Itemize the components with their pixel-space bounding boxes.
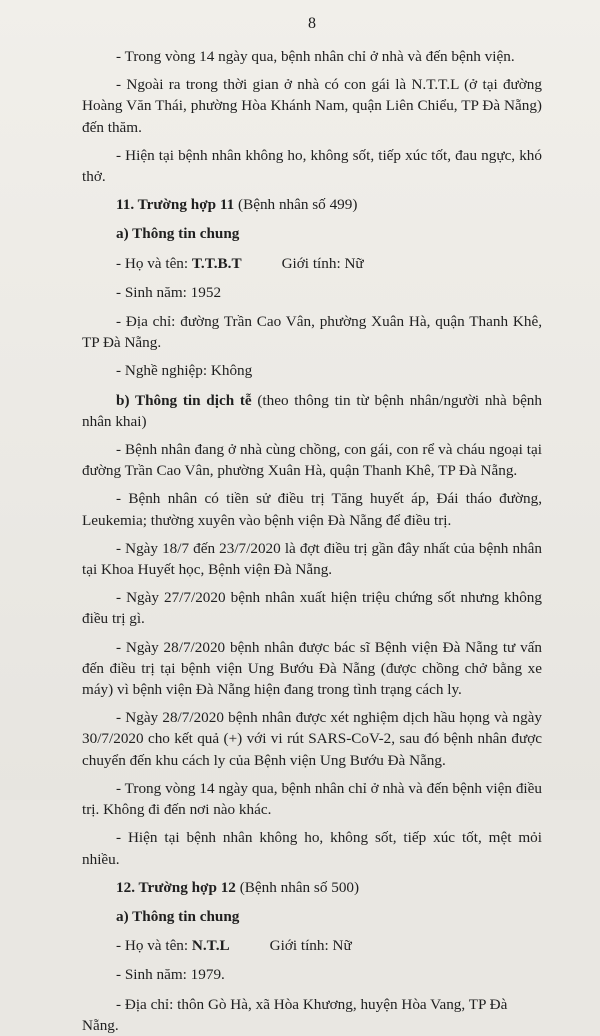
case11-gender: Giới tính: Nữ bbox=[281, 254, 364, 272]
case12-heading-title: 12. Trường hợp 12 bbox=[116, 878, 236, 896]
case12-name-value: N.T.L bbox=[191, 937, 230, 955]
case12-address: - Địa chỉ: thôn Gò Hà, xã Hòa Khương, huyện Hòa Vang, TP Đà Nẵng. bbox=[82, 995, 508, 1034]
case11-heading-patient: (Bệnh nhân số 499) bbox=[234, 196, 358, 214]
case12-heading bbox=[82, 877, 542, 898]
case11-name-label: - Họ và tên: bbox=[116, 254, 192, 272]
case12-section-a bbox=[82, 906, 542, 927]
case10-stay-home-paragraph: - Trong vòng 14 ngày qua, bệnh nhân chỉ ở nhà và đến bệnh viện. bbox=[116, 48, 515, 65]
case12-gender: Giới tính: Nữ bbox=[269, 937, 352, 955]
case11-epi-1: - Bệnh nhân đang ở nhà cùng chồng, con gái, con rể và cháu ngoại tại đường Trần Cao Vân, phường Xuân Hà, quận Thanh Khê, TP Đà Nẵng. bbox=[82, 441, 542, 480]
case11-section-a bbox=[82, 223, 542, 244]
case11-section-b-note: (theo thông tin từ bệnh nhân/người nhà bệnh nhân khai) bbox=[82, 391, 542, 430]
case11-section-a-title: a) Thông tin chung bbox=[116, 225, 240, 243]
case11-epi-2: - Bệnh nhân có tiền sử điều trị Tăng huyết áp, Đái tháo đường, Leukemia; thường xuyên vào bệnh viện Đà Nẵng để điều trị. bbox=[82, 490, 542, 529]
case11-epi-3: - Ngày 18/7 đến 23/7/2020 là đợt điều trị gần đây nhất của bệnh nhân tại Khoa Huyết học, Bệnh viện Đà Nẵng. bbox=[82, 539, 542, 579]
case11-job: - Nghề nghiệp: Không bbox=[116, 362, 253, 380]
case11-section-b-title: b) Thông tin dịch tễ bbox=[116, 391, 252, 409]
case10-status-paragraph: - Hiện tại bệnh nhân không ho, không sốt, tiếp xúc tốt, đau ngực, khó thở. bbox=[82, 146, 542, 186]
case11-epi-6: - Ngày 28/7/2020 bệnh nhân được xét nghiệm dịch hầu họng và ngày 30/7/2020 cho kết quả (+) với vi rút SARS-CoV-2, sau đó bệnh nhân được chuyển đến khu cách ly của Bệnh viện Ung Bướu Đà Nẵng. bbox=[82, 709, 542, 769]
case11-epi-7: - Trong vòng 14 ngày qua, bệnh nhân chỉ ở nhà và đến bệnh viện điều trị. Không đi đến nơi nào khác. bbox=[82, 779, 542, 819]
case12-name-line bbox=[82, 935, 542, 956]
case11-epi-4: - Ngày 27/7/2020 bệnh nhân xuất hiện triệu chứng sốt nhưng không điều trị gì. bbox=[82, 589, 542, 628]
case11-epi-8: - Hiện tại bệnh nhân không ho, không sốt, tiếp xúc tốt, mệt mỏi nhiều. bbox=[82, 829, 542, 868]
case11-address: - Địa chỉ: đường Trần Cao Vân, phường Xuân Hà, quận Thanh Khê, TP Đà Nẵng. bbox=[82, 313, 542, 352]
case11-name-value: T.T.B.T bbox=[191, 254, 242, 272]
case11-birth: - Sinh năm: 1952 bbox=[116, 283, 222, 301]
case11-name-line bbox=[82, 253, 542, 274]
case12-name-label: - Họ và tên: bbox=[116, 937, 192, 955]
case11-section-b bbox=[82, 390, 542, 432]
case11-heading-title: 11. Trường hợp 11 bbox=[116, 196, 235, 214]
case11-heading bbox=[82, 194, 542, 215]
page-number: 8 bbox=[308, 15, 316, 32]
case12-section-a-title: a) Thông tin chung bbox=[116, 907, 240, 925]
case10-visitor-paragraph: - Ngoài ra trong thời gian ở nhà có con gái là N.T.T.L (ở tại đường Hoàng Văn Thái, phường Hòa Khánh Nam, quận Liên Chiểu, TP Đà Nẵng) đến thăm. bbox=[82, 76, 542, 136]
case12-birth: - Sinh năm: 1979. bbox=[116, 966, 225, 984]
case12-heading-patient: (Bệnh nhân số 500) bbox=[235, 878, 360, 896]
case11-epi-5: - Ngày 28/7/2020 bệnh nhân được bác sĩ Bệnh viện Đà Nẵng tư vấn đến điều trị tại bệnh viện Ung Bướu Đà Nẵng (được chồng chở bằng xe máy) vì bệnh viện Đà Nẵng hiện đang trong tình trạng cách ly. bbox=[82, 638, 542, 699]
